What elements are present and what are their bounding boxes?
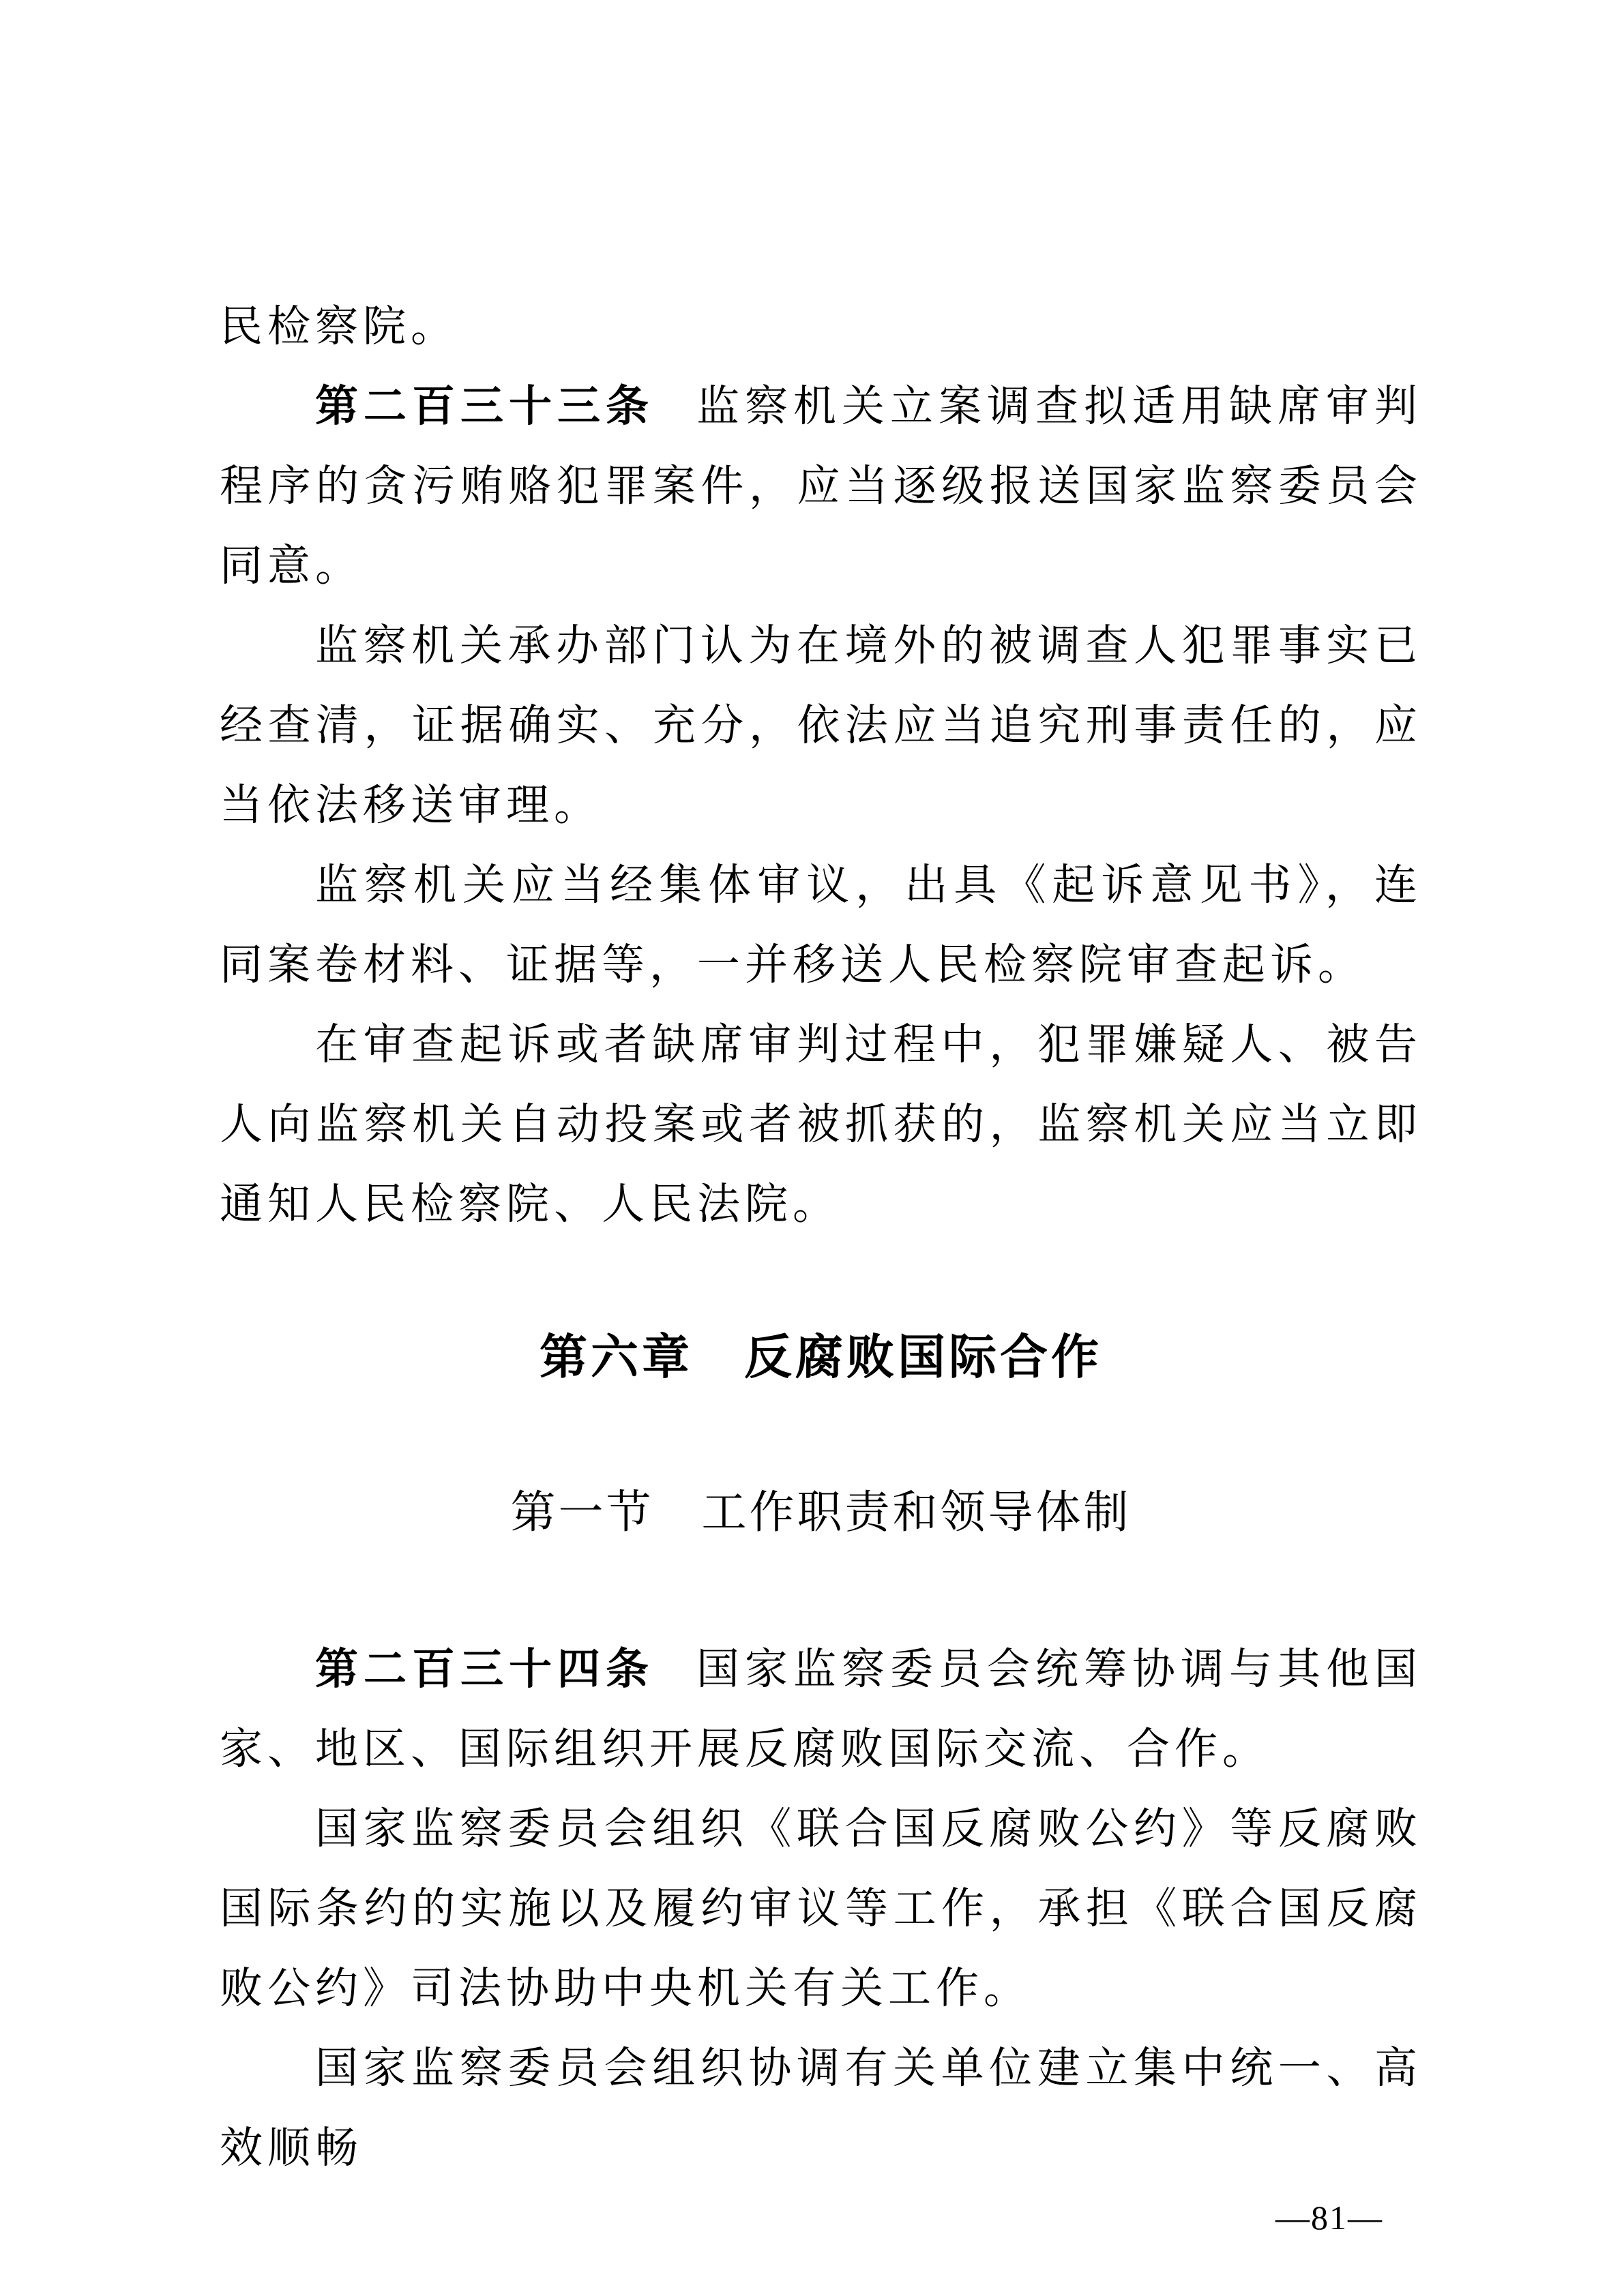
chapter-heading: 第六章 反腐败国际合作 xyxy=(540,1330,1102,1384)
article-234-text: 国家监察委员会统筹协调与其他国家、地区、国际组织开展反腐败国际交流、合作。 xyxy=(220,1645,1422,1773)
body-paragraph: 国家监察委员会组织《联合国反腐败公约》等反腐败国际条约的实施以及履约审议等工作，承担《联合国反腐败公约》司法协助中央机关有关工作。 xyxy=(220,1805,1422,2012)
text-block xyxy=(220,287,1422,2188)
paragraph-continuation: 民检察院。 xyxy=(220,303,458,351)
body-paragraph: 国家监察委员会组织协调有关单位建立集中统一、高效顺畅 xyxy=(220,2044,1422,2172)
body-paragraph: 监察机关承办部门认为在境外的被调查人犯罪事实已经查清，证据确实、充分，依法应当追究刑事责任的，应当依法移送审理。 xyxy=(220,622,1422,829)
article-233-number: 第二百三十三条 xyxy=(315,383,654,430)
body-paragraph: 在审查起诉或者缺席审判过程中，犯罪嫌疑人、被告人向监察机关自动投案或者被抓获的，监察机关应当立即通知人民检察院、人民法院。 xyxy=(220,1021,1422,1228)
article-233-text: 监察机关立案调查拟适用缺席审判程序的贪污贿赂犯罪案件，应当逐级报送国家监察委员会同意。 xyxy=(220,383,1422,590)
body-paragraph: 监察机关应当经集体审议，出具《起诉意见书》，连同案卷材料、证据等，一并移送人民检察院审查起诉。 xyxy=(220,861,1422,989)
article-234-paragraph xyxy=(220,1630,1422,1789)
article-233-paragraph xyxy=(220,367,1422,606)
section-heading: 第一节 工作职责和领导体制 xyxy=(510,1488,1132,1538)
article-234-number: 第二百三十四条 xyxy=(315,1645,654,1693)
page-number: —81— xyxy=(1275,2198,1383,2237)
